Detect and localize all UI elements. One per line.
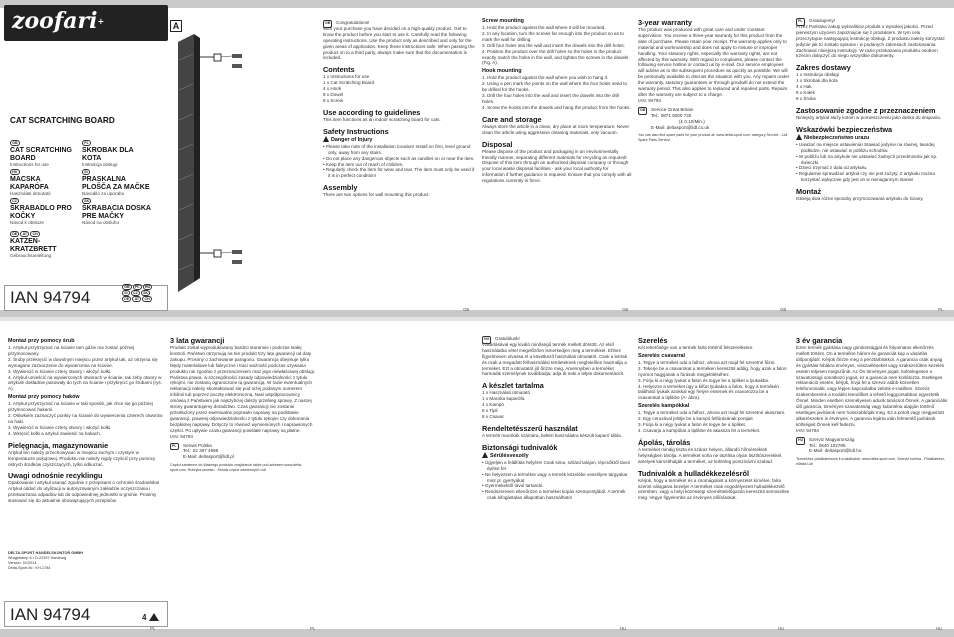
language-subtitle: Instructions for use: [10, 162, 49, 168]
pl-safety-heading: Wskazówki bezpieczeństwa: [796, 124, 893, 134]
list-item: 8 x Tipli: [482, 408, 498, 414]
gb-column-1: [323, 20, 475, 198]
gb-disposal-heading: Disposal: [482, 139, 513, 149]
list-item: 4. Csavarja a kampókat a tiplikbe és akassza fel a terméket.: [638, 427, 761, 433]
list-item: 4 x Kampó: [482, 402, 504, 408]
list-item: 1. Hold the product against the wall where you wish to hang it.: [482, 75, 609, 81]
gb-service: Service Great Britain: [651, 106, 694, 112]
list-item: • Do not place any dangerous objects such as candles on or near the item.: [323, 155, 475, 161]
gb-congrats-title: Congratulations!: [336, 20, 370, 25]
hu-spare-parts: Termékhez pótalkatrészek it a találhatók: www.delta-sport.com, Szerviz rubrika - Pótalkatrész-ellátás Lidl: [796, 457, 946, 466]
list-item: 3. Wywiercić w ścianie cztery otwory i włożyć kołki.: [8, 424, 112, 430]
pl-screw-heading: Montaż przy pomocy śrub: [8, 338, 75, 344]
list-item: 4. Wkręcić kołki a artykuł zawiesić na hakach.: [8, 430, 101, 436]
pl-assembly-text: Istnieją dwa różne sposoby przymocowania artykułu do ściany.: [796, 196, 924, 202]
gb-care-text: Always store the article in a clean, dry place at room temperature. Never clean the article using aggressive cleaning materials, only vacuum.: [482, 123, 630, 135]
list-item: 4. Artykuł umieścić na wywierconych otworach w ścianie, tak żeby otwory w artykule dokładnie pasowały do tych na ścianie i przykręcić go śrubami (rys. A).: [8, 374, 162, 392]
hu-flag-icon: HU: [482, 336, 491, 344]
pl-hook-list: [8, 401, 164, 436]
language-title: CAT SCRATCHING BOARD: [10, 147, 72, 162]
language-subtitle: Návod na obsluhu: [82, 220, 120, 226]
language-subtitle: Návod k obsluze: [10, 220, 44, 226]
pl-column-top: [796, 18, 948, 202]
hu-warranty-text: Ezen termék gyártása nagy gondossággal és folyamatos ellenőrzés mellett történt. On a termékre három év garanciát kap a vásárlás időpontjától. Kérjük őrizze meg a pénztárblokkot. A garancia csak anyag és gyártási hibákra érvényes, visszaéléseket vagy szakszerűtlen kezelés esetén teljesen megszűnik. Az Ön törvényes jogait, különlegesen a szavatossági vonatkozó jogait, ez a garancia nem korlátozza. Esetleges reklamáció esetén, kérjük, hívja fel a szerviz alább közvetlen telefonvonalát, vagy lépjen kapcsolatba velünk e-mailben. Szerviz szakembereink a további teendőket a lehető leggyorsabban egyeztetik Önnel. Minden esetben személyesen adunk tanácsot Önnek. A garanciális idő garancia, törvényes szavatosság vagy kulantéria alapján történő esetleges javítások nem hosszabbítják meg. Ez a pótolt vagy megjavított alkatrészekre is érvényes. A garancia lejárta után felmerülő javítások költségeit Önnek kell fedezni.: [796, 345, 948, 427]
list-item: 1 x Skrobak dla kota: [796, 78, 838, 84]
pl-ian: IAN: 94794: [170, 433, 193, 439]
flag-icon: CZ: [131, 290, 140, 296]
list-item: 3. Drill four holes into the wall and insert the dowels into the drill holes.: [482, 42, 625, 48]
ian-number-bottom: IAN 94794: [10, 605, 91, 624]
hu-service-flag-icon: HU: [796, 437, 805, 445]
gb-service-flag-icon: GB: [638, 107, 647, 115]
language-title: SKROBAK DLA KOTA: [82, 147, 134, 162]
pl-care-text: Artykuł ten należy przechowywać w miejscu suchym i czystym w temperaturze pokojowej. Produktu nie należy nigdy czyścić przy pomocy ostrych środków czyszczących, tylko odkurzać.: [8, 449, 156, 467]
middle-band-light: [0, 317, 954, 321]
hu-column-2: [638, 336, 790, 501]
list-item: • Regularnie sprawdzać artykuł czy nie jest zużyty. Z artykułu można korzystać wyłącznie gdy jest on w nienagannym stanie!: [796, 171, 935, 183]
ian-number-top: IAN 94794: [10, 288, 91, 307]
gb-hook-list: [482, 75, 632, 110]
hu-use-text: A termék macskák számára, beltéri használatra készült kaparó tábla.: [482, 432, 622, 438]
pl-warranty-text: Produkt został wyprodukowany bardzo starannie i podczas stałej kontroli. Państwo otrzymują na ten produkt trzy lata gwarancji od daty zakupu. Prosimy o zachowanie paragonu. Gwarancja obejmuje tylko błędy materiałowe lub fabryczne i traci ważność podczas używania produktu nie zgodnie z przeznaczeniem oraz jego niewłaściwej obsługi. Państwa prawa, w szczególności zasady odpowiedzialności z tytułu rękojmi, nie zostaną ograniczone tą gwarancją. W razie ewentualnych reklamacji należy skontaktować się pod niżej podanym numerem infolinii lub poprzez pocztę elektroniczną. Nasi współpracownicy omówią z Państwem jak najszybciej dalszy przebieg sprawy. Z naszej strony gwarantujemy doradztwo. Czas gwarancji nie zostanie przedłużony przez ewentualne poprawki naprawy na podstawie gwarancji, prawnej odpowiedzialności z tytułu rękojmi czy dokonania bezpłatnej naprawy. Dotyczy to również wymienionych i naprawionych części. Po upływie czasu gwarancji powstałe naprawy są płatne.: [170, 345, 316, 433]
warning-icon: [482, 452, 488, 458]
language-subtitle: Gebrauchsanleitung: [10, 253, 52, 259]
flag-icon: SK: [82, 198, 91, 204]
hu-safety-heading: Biztonsági tudnivalók: [482, 442, 558, 452]
pl-service-flag-icon: PL: [170, 443, 179, 451]
pl-danger-heading: Niebezpieczeństwo urazu: [796, 134, 948, 142]
language-flag-icons: [10, 198, 80, 204]
figure-a-illustration: [170, 20, 316, 305]
list-item: 4. Position the product over the drill holes so the holes in the product exactly match the holes in the wall, and tighten the screws in the dowels (Fig. A).: [482, 48, 629, 66]
company-id: Delta-Sport-Nr.: KH-1784: [8, 566, 51, 570]
gb-assembly-text: There are two options for wall mounting this product.: [323, 192, 430, 198]
language-block-de-at-ch: [10, 231, 80, 259]
gb-column-3: [638, 18, 790, 143]
hu-tel: Tel.: 0640 102785: [809, 442, 846, 448]
language-title: ŠKRABADLO PRO KOČKY: [10, 205, 72, 220]
pl-email: E-Mail: deltasport@lidl.pl: [183, 454, 234, 460]
language-block-si: [82, 169, 152, 197]
gb-assembly-heading: Assembly: [323, 183, 358, 193]
hu-congrats-title: Gratulálunk!: [495, 336, 520, 341]
hu-use-heading: Rendeltetésszerű használat: [482, 423, 578, 433]
list-item: 1 x Cat Scratching Board: [323, 80, 375, 86]
page-number: 4: [142, 613, 161, 622]
list-item: 1. Tegye a terméket oda a falhoz, ahova azt majd fel szeretné fűzni.: [638, 359, 776, 365]
list-item: 1. Artykuł przytrzymać na ścianie w taki sposób, jak chce się go później przymocować hakami.: [8, 401, 153, 413]
list-item: • Dzieci trzymać z dala od artykułu.: [796, 165, 868, 171]
footer-bottom-2: PL: [310, 626, 316, 631]
pl-contents-heading: Zakres dostawy: [796, 63, 851, 73]
flag-icon: DE: [10, 231, 19, 237]
middle-band: [0, 310, 954, 317]
language-block-hu: [10, 169, 80, 197]
footer-bottom-3: HU: [620, 626, 627, 631]
list-item: 2. Egy ceruzával jelölje be a kampó felfúrásának pontjait.: [638, 416, 754, 422]
flag-grid: [122, 284, 166, 302]
footer-top-1: GB: [463, 307, 470, 312]
gb-warranty-heading: 3-year warranty: [638, 18, 692, 27]
language-title: MACSKA KAPARÓFA: [10, 176, 49, 191]
footer-bottom-1: PL: [150, 626, 156, 631]
language-flag-icons: [10, 231, 80, 237]
gb-use-heading: Use according to guidelines: [323, 107, 421, 117]
language-block-pl: [82, 140, 152, 168]
pl-contents-list: [796, 72, 948, 102]
hu-hook-list: [638, 410, 790, 434]
list-item: 8 x Śruba: [796, 95, 816, 101]
footer-top-2: GB: [622, 307, 629, 312]
list-item: 1 x Használati útmutató: [482, 390, 531, 396]
hu-care-text: A terméket mindig tiszta és száraz helyen, állandó hőmérsékleti helyiségben tárolja. A terméket soha ne tisztítsa olyan tisztítószerekkel, amelyek károsíthatják a terméket, az különleg porszívázni szabad.: [638, 446, 783, 464]
flag-icon: HU: [143, 284, 153, 290]
list-item: 2. Tekerje be a csavarokat a terméken keresztül addig, hogy azok a falon nyomot hagyjanak a fúrások megjelöléséhez.: [638, 365, 787, 377]
gb-ian: IAN: 94794: [638, 97, 661, 103]
hu-ian: IAN: 94794: [796, 427, 819, 433]
list-item: 1. Tegye a terméket oda a falhoz, ahova azt majd fel szeretné akasztani.: [638, 410, 786, 416]
language-flag-icons: [10, 140, 80, 146]
gb-screw-list: [482, 25, 632, 66]
pl-care-heading: Pielęgnacja, magazynowanie: [8, 440, 109, 450]
pl-safety-list: [796, 142, 948, 183]
language-subtitle: Instrukcja obsługi: [82, 162, 118, 168]
flag-icon: CH: [142, 296, 152, 302]
pl-service: Serwis Polska: [183, 442, 212, 448]
flag-icon: CH: [30, 231, 40, 237]
flag-icon: CZ: [10, 198, 19, 204]
flag-icon: DE: [122, 296, 131, 302]
list-item: 4. Helyezze a terméket úgy a kifúrt lyukakra a falon, hogy a termékén található lyukak azokkal egy helyre essenek és csavarozza be a csavarokat a tiplikbe (A- ábra).: [638, 383, 779, 401]
list-item: • Keep the item out of reach of children.: [323, 161, 404, 167]
warning-icon: [149, 613, 159, 621]
list-item: 2. Śruby przekręcić w dowolnym miejscu przez artykuł tak, aż otrzyma się wymagane zaznaczenie do wywiercenia na ścianie.: [8, 356, 158, 368]
list-item: 3. Fúrja ki a négy lyukat a falon és tegye be a tipliket a lyukakba.: [638, 377, 770, 383]
pl-congrats-text: Przez Państwa zakup wybraliście produkt o wysokiej jakości. Przed pierwszym użyciem zapoznajcie się z produktem. W tym celu przeczytajcie następującą instrukcję obsługi. Z produktu należy korzystać jedynie jak to zostało opisane i w podanych zakresach zastosowania. Zachować niniejszą instrukcję. W razie przekazania produktu osobom trzecim dołączyć do niego wszystkie dokumenty.: [796, 23, 945, 59]
pl-congrats-title: Gratulujemy!: [809, 18, 836, 23]
flag-icon: SK: [141, 290, 150, 296]
list-item: • Rendszeresen ellenőrizze a terméket kopás szempontjából. A termék csak kifogástalan állapotban használható!: [482, 489, 626, 501]
list-item: 3. Wywiercić w ścianie cztery otwory i włożyć kołki.: [8, 368, 112, 374]
list-item: 8 x Dowel: [323, 92, 344, 98]
gb-hook-heading: Hook mounting: [482, 68, 522, 75]
list-item: • W pobliżu lub na artykule nie ustawiać żadnych przedmiotów jak np. świeczki.: [796, 153, 938, 165]
hu-contents-heading: A készlet tartalma: [482, 381, 544, 391]
hu-disposal-text: Kérjük, hogy a terméket és a csomagolást a környezetet kímélve, falra szerint válogatva kezelje! A terméket csak engedélyezett hulladékkezelő üzemben, vagy a helyi közösségi szeméttelelőgazdn keresztül semmisítse meg. Vegye figyelembe az érvényes előírásokat.: [638, 477, 790, 501]
bottom-band: [0, 629, 954, 637]
gb-care-heading: Care and storage: [482, 114, 542, 124]
list-item: 2. Ołówkiem zaznaczyć punkty na ścianie do wywiercenia czterech otworów na haki.: [8, 413, 163, 424]
list-item: • Ügyeljen a felállítás helyére! Csak sima, szilárd talajon, lépcsőktől távol építse fel.: [482, 459, 630, 471]
warning-icon: [796, 134, 802, 140]
list-item: 2. Using a pen mark the points on the wall where the four holes need to be drilled for the hooks.: [482, 81, 628, 93]
gb-danger-heading: Danger of Injury: [323, 136, 475, 144]
hu-column-1: [482, 336, 632, 501]
warning-icon: [323, 136, 329, 142]
company-address: Wragekamp 6 • D-22397 Hamburg: [8, 556, 67, 560]
pl-spare-parts: Części zamienne do Waszego produktu znajdziecie także pod adresem www.delta-sport.com, Rubryka serwisu - Serwis części zamiennych Lidl: [170, 463, 303, 472]
hu-email: E-Mail: deltasport@lidl.hu: [809, 448, 862, 454]
language-block-cz: [10, 198, 80, 226]
flag-icon: SI: [82, 169, 90, 175]
gb-use-text: This item functions as an indoor scratching board for cats.: [323, 116, 441, 122]
hu-screw-list: [638, 360, 790, 401]
product-title: CAT SCRATCHING BOARD: [10, 116, 115, 125]
footer-top-4: PL: [938, 307, 944, 312]
gb-contents-list: [323, 74, 475, 104]
flag-icon: SI: [122, 290, 130, 296]
hu-disposal-heading: Tudnivalók a hulladékkezelésről: [638, 468, 749, 478]
list-item: 1 x Instructions for use: [323, 74, 370, 80]
flag-icon: PL: [82, 140, 91, 146]
gb-screw-heading: Screw mounting: [482, 18, 524, 24]
language-title: ŠKRABACIA DOSKA PRE MAČKY: [82, 205, 151, 220]
footer-top-3: GB: [780, 307, 787, 312]
company-info: [8, 551, 164, 571]
list-item: 1. Hold the product against the wall where it will be mounted.: [482, 25, 606, 30]
flag-icon: GB: [122, 284, 132, 290]
hu-assembly-heading: Szerelés: [638, 336, 668, 345]
gb-spare-parts: You can also find spare parts for your product at: www.delta-sport.com, category Service - Lidl Spare Parts Service: [638, 133, 788, 142]
list-item: 4 x Hook: [323, 86, 342, 92]
gb-congrats-text: With your purchase you have decided on a high-quality product. Get to know the product before you start to use it. Carefully read the following operating instructions. Use the product only as described and only for the given areas of application. Keep these instructions safe. When passing the product on to a third party, always make sure that the documentation is included.: [323, 25, 475, 61]
hu-care-heading: Ápolás, tárolás: [638, 437, 691, 447]
pl-flag-icon: PL: [796, 18, 805, 26]
list-item: 4. Screw the hooks into the dowels and hang the product from the hooks.: [482, 104, 631, 110]
pl-tel: Tel.: 22 397 4996: [183, 448, 219, 454]
language-flag-icons: [82, 198, 152, 204]
gb-flag-icon: GB: [323, 20, 332, 28]
list-item: 3. Fúrja ki a négy lyukat a falon és tegye be a tipliket.: [638, 422, 747, 428]
gb-tel: Tel.: 0871 5000 720: [651, 112, 692, 118]
pl-column-bottom-1: [8, 338, 164, 504]
language-flag-icons: [82, 169, 152, 175]
list-item: 3. Drill the four holes into the wall and insert the dowels into the drill holes.: [482, 93, 620, 104]
gb-contents-heading: Contents: [323, 65, 355, 75]
footer-bottom-4: HU: [778, 626, 785, 631]
list-item: 1. Artykuł przytrzymać na ścianie tam gdzie ma zostać później przymocowany.: [8, 345, 135, 356]
gb-tel-rate: (£ 0.10/Min.): [679, 118, 705, 124]
flag-icon: PL: [133, 284, 142, 290]
pl-use-text: Niniejszy artykuł służy kotom w pomieszczeniu jako deska do drapania.: [796, 114, 942, 120]
pl-column-bottom-2: [170, 336, 316, 472]
list-item: 1 x Macska kaparófa: [482, 396, 525, 402]
list-item: 2. In any location, turn the screws far enough into the product so as to mark the wall for drilling.: [482, 30, 624, 42]
language-block-gb: [10, 140, 80, 168]
list-item: • Please take note of the installation location! Install on firm, level ground only, away from any stairs.: [323, 143, 471, 155]
hu-service: Szerviz Magyarország: [809, 436, 855, 442]
hu-congrats-text: Vásárlásával egy kiváló minőségű termék mellett döntött. Az első használatba vétel megelőzően ismerkedjen meg a termékkel. Ehhez figyelmesen olvassa el a következő használati útmutatót. Csak a leírtak és csak a megadott felhasználási területeknek megfelelően használja a terméket. Ezt a útmutatót jól őrizze meg. Amennyiben a terméket harmadik személynek továbbadja, adja át neki a teljes dokumentációt.: [482, 341, 628, 377]
pl-warranty-heading: 3 lata gwarancji: [170, 336, 225, 345]
hu-safety-list: [482, 460, 632, 501]
gb-safety-list: [323, 144, 475, 179]
language-title: PRASKALNA PLOŠČA ZA MAČKE: [82, 176, 150, 191]
language-flag-icons: [10, 169, 80, 175]
hu-screw-heading: Szerelés csavarral: [638, 352, 686, 359]
gb-email: E-Mail: deltasport@lidl.co.uk: [651, 124, 710, 130]
company-version: Version: 01/2014: [8, 561, 37, 565]
hu-assembly-text: Két lehetősége van a termék falra történő felszerelésére.: [638, 345, 754, 350]
hu-column-3: [796, 336, 948, 467]
company-name: DELTA-SPORT HANDELSKONTOR GMBH: [8, 551, 83, 555]
hu-warranty-heading: 3 év garancia: [796, 336, 843, 345]
language-flag-icons: [82, 140, 152, 146]
hu-hook-heading: Szerelés kampókkal: [638, 403, 690, 410]
flag-icon: AT: [132, 296, 141, 302]
pl-disposal-heading: Uwagi odnośnie recyklingu: [8, 471, 103, 481]
hu-contents-list: [482, 390, 632, 420]
brand-logo: zoofari+: [4, 5, 168, 41]
flag-icon: AT: [20, 231, 29, 237]
list-item: 4 x Hak: [796, 84, 812, 90]
list-item: • Uważać na miejsce ustawienia! Stawiać jedynie na równej, twardej podłodze, nie ustawiać w pobliżu schodów.: [796, 141, 935, 153]
pl-disposal-text: Opakowanie i artykuł usunąć zgodnie z przepisami o ochronie środowiska! Artykuł oddać do utylizacji w autoryzowanym zakładzie oczyszczania i przetwarzania odpadów lub do odpowiedniej jednostki w gminie. Prosimy stosować się do aktualnie obowiązujących przepisów.: [8, 480, 160, 504]
pl-assembly-heading: Montaż: [796, 187, 822, 197]
list-item: • Regularly check the item for wear and tear. The item must only be used if it is in perfect condition!: [323, 167, 475, 179]
pl-screw-list: [8, 345, 164, 392]
gb-column-2: [482, 18, 632, 184]
list-item: 8 x Kołek: [796, 90, 815, 96]
list-item: 1 x Instrukcja obsługi: [796, 72, 839, 78]
list-item: 8 x Csavar: [482, 413, 504, 419]
list-item: 8 x Screw: [323, 97, 344, 103]
flag-icon: HU: [10, 169, 20, 175]
gb-warranty-text: The product was produced with great care and under constant supervision. You receive a three-year warranty for this product from the date of purchase. Please retain your receipt. The warranty applies only to material and workmanship and does not apply to misuse or improper handling. Your statutory rights, especially the warranty rights, are not affected by this warranty. With regard to complaints, please contact the following service hotline or contact us by e-mail. Our service employees will advise as to the subsequent procedure as quickly as possible. We will be personally available to discuss the situation with you. Any repairs under the warranty, statutory guarantees or through goodwill do not extend the warranty period. This also applies to replaced and repaired parts. Repairs after the warranty are subject to a charge.: [638, 27, 790, 97]
figure-label: A: [170, 20, 182, 32]
list-item: • Ne helyezzen a termékre vagy a termék közelébe veszélyes tárgyakat mint pl. gyertyákat.: [482, 471, 628, 483]
language-block-sk: [82, 198, 152, 226]
footer-bottom-5: HU: [936, 626, 943, 631]
language-subtitle: Használati útmutató: [10, 191, 51, 197]
pl-use-heading: Zastosowanie zgodne z przeznaczeniem: [796, 105, 936, 115]
language-title: KATZEN-KRATZBRETT: [10, 238, 57, 253]
gb-safety-heading: Safety Instructions: [323, 126, 389, 136]
gb-disposal-text: Please dispose of the product and packaging in an environmentally friendly manner, separating different materials for recycling as required! Dispose of this item through an authorised disposal company or through your local waste disposal facilities - ask your local authority for information if further guidance is required. Ensure that you comply with all regulations currently in force.: [482, 148, 632, 184]
list-item: • Gyermekektől távol tartandó.: [482, 483, 544, 489]
language-subtitle: Navodilo za uporabo: [82, 191, 125, 197]
flag-icon: GB: [10, 140, 20, 146]
hu-danger-heading: Sérülésveszély: [482, 452, 632, 460]
pl-hook-heading: Montaż przy pomocy haków: [8, 394, 80, 401]
